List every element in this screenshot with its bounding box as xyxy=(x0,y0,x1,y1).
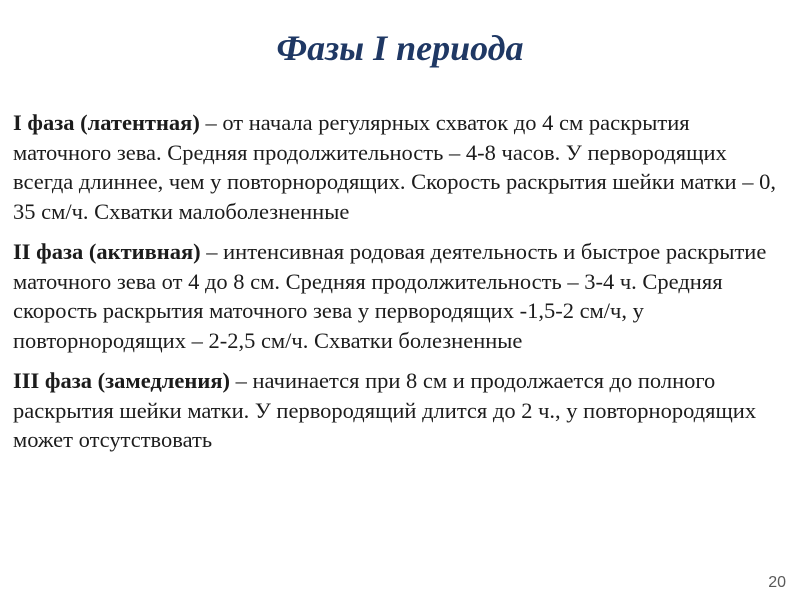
slide-title: Фазы I периода xyxy=(276,28,524,68)
phase-description: – интенсивная родовая деятельность и быстрое раскрытие маточного зева от 4 до 8 см. Средняя продолжительность – 3-4 ч. Средняя скорость раскрытия маточного зева у первородящих -1,5-2 см/ч, у повторнородящих – 2-2,5 см/ч. Схватки болезненные xyxy=(13,239,767,353)
phase-paragraph-2 xyxy=(13,237,783,355)
slide-body xyxy=(13,108,783,466)
phase-description: – начинается при 8 см и продолжается до полного раскрытия шейки матки. У первородящий длится до 2 ч., у повторнородящих может отсутствовать xyxy=(13,368,757,452)
page-number: 20 xyxy=(768,574,786,591)
phase-term: III фаза (замедления) xyxy=(13,368,231,393)
phase-term: II фаза (активная) xyxy=(13,239,201,264)
phase-paragraph-1 xyxy=(13,108,783,226)
phase-term: I фаза (латентная) xyxy=(13,110,200,135)
phase-paragraph-3 xyxy=(13,366,783,455)
phase-description: – от начала регулярных схваток до 4 см раскрытия маточного зева. Средняя продолжительность – 4-8 часов. У первородящих всегда длиннее, чем у повторнородящих. Скорость раскрытия шейки матки – 0, 35 см/ч. Схватки малоболезненные xyxy=(13,110,776,224)
